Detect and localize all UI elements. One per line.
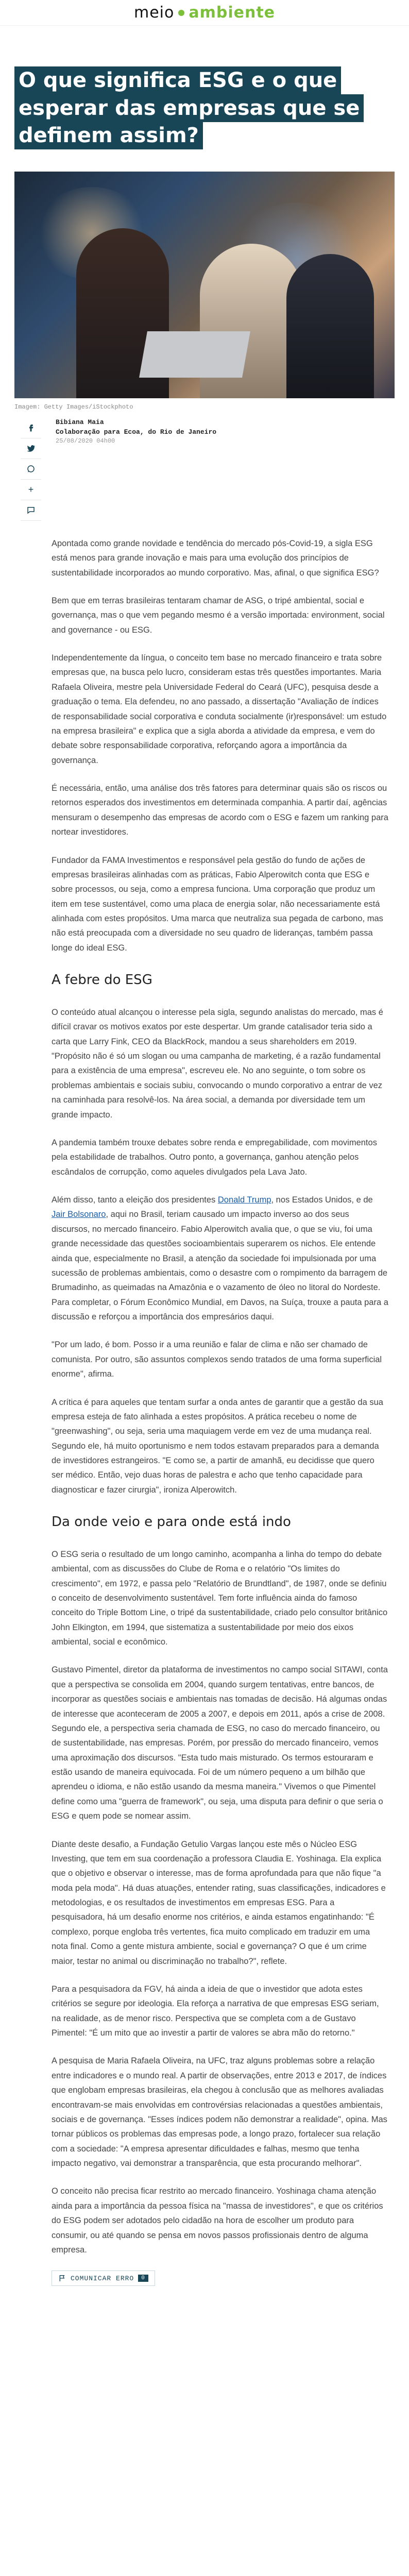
article-paragraph: Fundador da FAMA Investimentos e responsável pela gestão do fundo de ações de empresas brasileiras alinhadas com as práticas, Fabio Alperowitch conta que ESG e sobre processos, ou seja, como a empresa funciona. Uma corporação que produz um item em tese sustentável, como uma placa de energia solar, não necessariamente está alinhada com estes propósitos. Uma marca que neutraliza sua pegada de carbono, mas não está preocupada com a diversidade no seu quadro de lideranças, também passa longe do ideal ESG. (52, 855, 383, 953)
article-title: O que significa ESG e o que esperar das empresas que se definem assim? (14, 66, 364, 149)
article-meta (0, 411, 409, 521)
article-paragraph: Diante deste desafio, a Fundação Getulio Vargas lançou este mês o Núcleo ESG Investing, que tem em sua coordenação a professora Claudia E. Yoshinaga. Ela explica que o objetivo e observar o interesse, mas de forma aprofundada para que não fique "a moda pela moda". Há duas atuações, entender rating, suas classificações, indicadores e metodologias, e os resultados de investimentos em empresas ESG. Para a pesquisadora, há um desafio enorme nos critérios, e ainda estamos engatinhando: "É complexo, porque engloba três vertentes, fica muito complicado em traduzir em uma nota final. Como a gente mistura ambiente, social e governança? O que é um crime maior, testar no animal ou discriminação no trabalho?", reflete. (52, 1839, 386, 1966)
section-heading-origem: Da onde veio e para onde está indo (52, 1514, 291, 1530)
article-paragraph: Para a pesquisadora da FGV, há ainda a ideia de que o investidor que adota estes critérios se segure por ideologia. Ela reforça a narrativa de que empresas ESG seriam, na realidade, as de menor risco. Perspectiva que se completa com a de Gustavo Pimentel: "É um mito que ao investir a partir de valores se abra mão do retorno." (52, 1984, 379, 2038)
whatsapp-share-button[interactable] (21, 459, 41, 480)
eleicao-text-mid: , nos Estados Unidos, e de (271, 1195, 373, 1205)
facebook-share-button[interactable] (21, 418, 41, 438)
logo-text-meio: meio (133, 4, 175, 22)
title-container (0, 26, 409, 150)
article-paragraph: Bem que em terras brasileiras tentaram chamar de ASG, o tripé ambiental, social e governança, mas o que vem pegando mesmo é a versão importada: environment, social and governance - ou ESG. (52, 596, 385, 635)
facebook-icon (26, 423, 36, 432)
eleicao-text-end: , aqui no Brasil, teriam causado um impacto inverso ao dos seus discursos, no mercado financeiro. Fabio Alperowitch avalia que, o que se viu, foi uma grande necessidade das questões socioambientais superarem os nichos. Ele entende ainda que, especialmente no Brasil, a atenção da sociedade foi impulsionada por uma sucessão de problemas ambientais, como o desastre com o rompimento da barragem de Brumadinho, as queimadas na Amazônia e o vazamento de óleo no litoral do Nordeste. Para completar, o Fórum Econômico Mundial, em Davos, na Suíça, trouxe a pauta para a discussão e reforçou a importância dos empresários daqui. (52, 1210, 388, 1321)
author-agency: Colaboração para Ecoa, do Rio de Janeiro (56, 428, 217, 436)
report-error-bar (52, 2270, 409, 2286)
article-paragraph: O ESG seria o resultado de um longo caminho, acompanha a linha do tempo do debate ambiental, com as discussões do Clube de Roma e o relatório "Os limites do crescimento", em 1972, e passa pelo "Relatório de Brundtland", de 1987, onde se definiu o conceito de desenvolvimento sustentável. Tem forte influência ainda do famoso conceito do Triple Bottom Line, o tripé da sustentabilidade, criado pelo consultor britânico John Elkington, em 1994, que sistematiza a sustentabilidade por meio dos eixos ambiental, social e econômico. (52, 1549, 388, 1647)
article-paragraph: Independentemente da língua, o conceito tem base no mercado financeiro e trata sobre empresas que, na busca pelo lucro, consideram estas três questões importantes. Maria Rafaela Oliveira, mestre pela Universidade Federal do Ceará (UFC), pesquisa desde a graduação o tema. Ela defendeu, no ano passado, a dissertação "Avaliação de índices de responsabilidade social corporativa e conduta socialmente (ir)responsável: um estudo na empresa brasileira" e explica que a sigla aborda a atividade da empresa, e vem do debate sobre responsabilidade corporativa, reforçando agora a importância da governança. (52, 653, 387, 765)
author-name: Bibiana Maia (56, 418, 104, 426)
comment-icon (26, 505, 36, 515)
hero-person-right (286, 254, 374, 398)
image-credit: Imagem: Getty Images/iStockphoto (14, 403, 133, 411)
article-paragraph: O conceito não precisa ficar restrito ao mercado financeiro. Yoshinaga chama atenção ainda para a importância da pessoa física na "massa de investidores", e que os critérios do ESG podem ser adotados pelo cidadão na hora de escolher um produto para consumir, ou até quando se pensa em novos passos profissionais dentro de alguma empresa. (52, 2187, 383, 2255)
publish-date: 25/08/2020 04h00 (56, 437, 115, 445)
twitter-share-button[interactable] (21, 438, 41, 459)
article-paragraph: A crítica é para aqueles que tentam surfar a onda antes de garantir que a gestão da sua empresa esteja de fato alinhada a estes propósitos. A prática recebeu o nome de "greenwashing", ou seja, seria uma maquiagem verde em vez de uma mudança real. Segundo ele, há muito oportunismo e nem todos estavam preparados para a demanda de investidores estrangeiros. "E como se, a partir de amanhã, eu decidisse que quero ser médico. Então, vejo duas horas de palestra e acho que tenho capacidade para diagnosticar e fazer cirurgia", ironiza Alperowitch. (52, 1397, 383, 1495)
article-paragraph: Gustavo Pimentel, diretor da plataforma de investimentos no campo social SITAWI, conta que a perspectiva se consolida em 2004, quando surgem tentativas, entre bancos, de incorporar as questões sociais e ambientais nas tomadas de decisão. Há algumas ondas de interesse que aconteceram de 2005 a 2007, e depois em 2011, após a crise de 2008. Segundo ele, a perspectiva seria chamada de ESG, no caso do mercado financeiro, ou de sustentabilidade, nas empresas. Porém, por pressão do mercado financeiro, vemos uma aproximação dos discursos. "Esta tudo mais misturado. Os termos estouraram e estão usando de maneira equivocada. Foi de um número pequeno a um bilhão que aprendeu o idioma, e não estão usando da mesma maneira." Vivemos o que Pimentel define como uma "guerra de framework", ou seja, uma disputa para definir o que seria o ESG e quem pode se nomear assim. (52, 1665, 388, 1821)
flag-icon (58, 2274, 66, 2282)
share-bar (14, 418, 47, 521)
comments-jump-button[interactable] (21, 500, 41, 521)
article-paragraph: A pandemia também trouxe debates sobre renda e empregabilidade, com movimentos pela estabilidade de trabalhos. Outro ponto, a governança, ganhou atenção pelos escândalos de corrupção, como aqueles divulgados pela Lava Jato. (52, 1138, 377, 1177)
article-paragraph-eleicao (52, 1193, 388, 1324)
logo-dot-icon (178, 10, 184, 16)
site-logo[interactable] (134, 4, 275, 22)
article-paragraph: Apontada como grande novidade e tendência do mercado pós-Covid-19, a sigla ESG está menos para grande inovação e mais para uma evolução dos princípios de sustentabilidade incorporados ao mundo corporativo. Mas, afinal, o que significa ESG? (52, 538, 379, 578)
twitter-icon (26, 444, 36, 453)
article-body (0, 521, 409, 2258)
article-paragraph: É necessária, então, uma análise dos três fatores para determinar quais são os riscos ou retornos esperados dos investimentos em determinada companhia. A partir daí, agências mensuram o desempenho das empresas de acordo com o ESG e fazem um ranking para nortear investidores. (52, 784, 388, 837)
article-paragraph: O conteúdo atual alcançou o interesse pela sigla, segundo analistas do mercado, mas é difícil cravar os motivos exatos por este despertar. Um grande catalisador teria sido a carta que Larry Fink, CEO da BlackRock, mandou a seus shareholders em 2019. "Propósito não é só um slogan ou uma campanha de marketing, é a razão fundamental para a existência de uma empresa", escreveu ele. No ano seguinte, o tom sobre os problemas ambientais e sociais subiu, convocando o mundo corporativo a entrar de vez na caminhada para resolvê-los. Na área social, a demanda por diversidade tem um grande impacto. (52, 1007, 383, 1120)
byline (47, 418, 395, 521)
eleicao-text-start: Além disso, tanto a eleição dos presidentes (52, 1195, 218, 1205)
report-error-label: COMUNICAR ERRO (71, 2274, 134, 2282)
report-error-count: 0 (138, 2275, 148, 2282)
report-error-button[interactable] (52, 2270, 155, 2286)
logo-text-ambiente: ambiente (189, 4, 276, 22)
hero-laptop (139, 331, 250, 378)
trump-link[interactable]: Donald Trump (217, 1195, 271, 1205)
whatsapp-icon (26, 464, 36, 473)
bolsonaro-link[interactable]: Jair Bolsonaro (52, 1210, 106, 1219)
article-paragraph: A pesquisa de Maria Rafaela Oliveira, na UFC, traz alguns problemas sobre a relação entre indicadores e o mundo real. A partir de observações, entre 2013 e 2017, de índices que englobam empresas brasileiras, ela chegou à conclusão que as melhores avaliadas encontravam-se mais envolvidas em controvérsias relacionadas a questões ambientais, sociais e de governança. "Esses índices podem não demonstrar a realidade", opina. Mas tornar públicos os problemas das empresas pode, a longo prazo, fortalecer sua relação com a sociedade: "A empresa apresentar dificuldades e falhas, mesmo que tenha impacto negativo, vai demonstrar a transparência, que esta procurando melhorar". (52, 2056, 387, 2168)
section-heading-febre: A febre do ESG (52, 972, 152, 988)
site-header (0, 0, 409, 26)
hero-image (14, 172, 395, 398)
plus-icon: + (28, 484, 34, 495)
article-paragraph: "Por um lado, é bom. Posso ir a uma reunião e falar de clima e não ser chamado de comunista. Por outro, são assuntos complexos sendo tratados de uma forma superficial enorme", afirma. (52, 1340, 382, 1379)
more-share-button[interactable] (21, 480, 41, 500)
